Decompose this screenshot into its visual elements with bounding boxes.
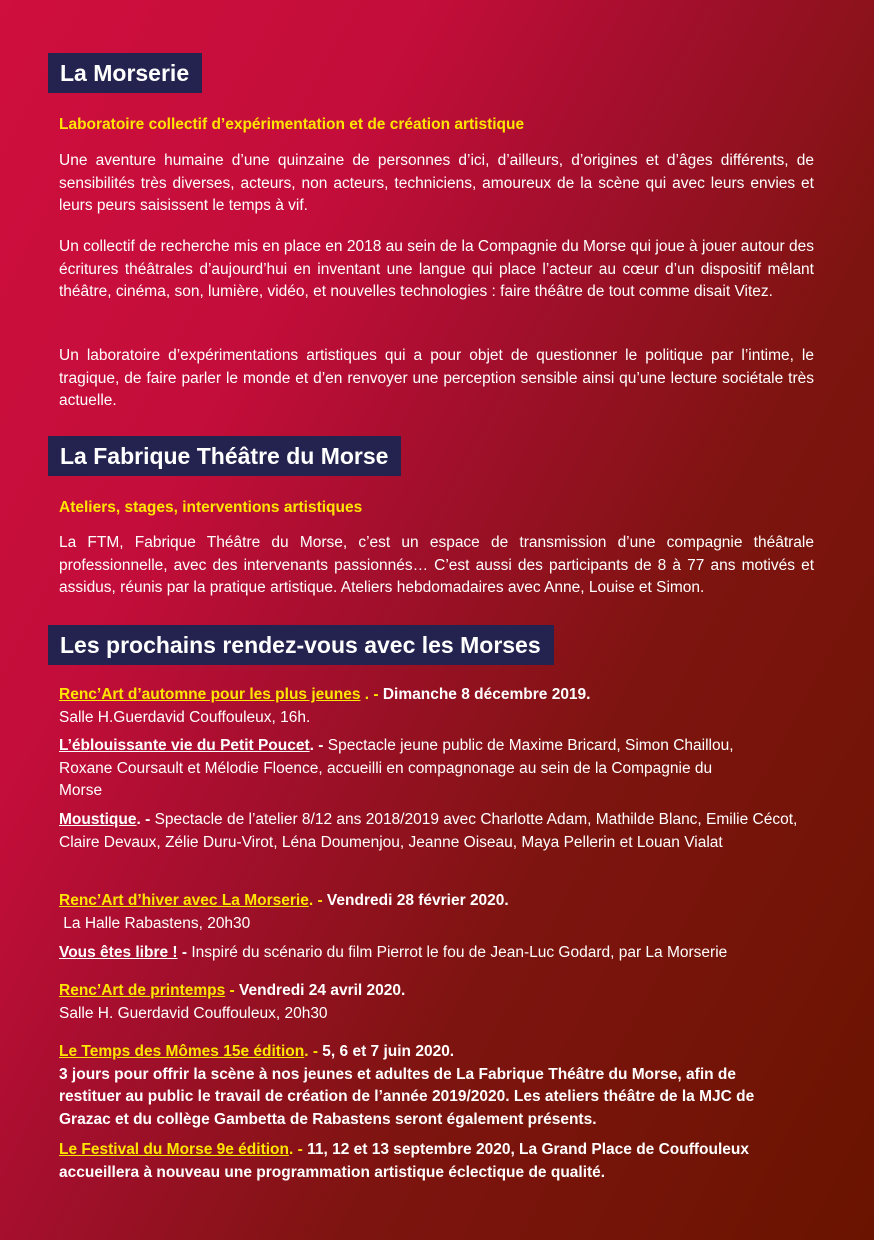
- event-item: [59, 1139, 829, 1184]
- event-separator: . -: [360, 686, 383, 703]
- section-subtitle-fabrique: Ateliers, stages, interventions artistiques: [59, 499, 363, 516]
- event-details: Spectacle jeune public de Maxime Bricard, Simon Chaillou, Roxane Coursault et Mélodie Floence, accueilli en compagnonage au sein de la Compagnie du Morse: [59, 737, 734, 799]
- event-details: Salle H.Guerdavid Couffouleux, 16h.: [59, 708, 311, 726]
- event-title-link[interactable]: Le Temps des Mômes 15e édition: [59, 1043, 305, 1060]
- event-item: [59, 735, 739, 803]
- event-details: Spectacle de l’atelier 8/12 ans 2018/2019 avec Charlotte Adam, Mathilde Blanc, Emilie Cécot, Claire Devaux, Zélie Duru-Virot, Léna Doumenjou, Jeanne Oiseau, Maya Pellerin et Louan Vialat: [59, 811, 798, 851]
- event-date: Dimanche 8 décembre 2019.: [382, 686, 591, 703]
- event-title-link[interactable]: Renc’Art d’hiver avec La Morserie: [59, 892, 309, 909]
- event-title-link[interactable]: Renc’Art de printemps: [59, 982, 226, 999]
- event-item: [59, 1041, 799, 1131]
- paragraph: Une aventure humaine d’une quinzaine de personnes d’ici, d’ailleurs, d’origines et d’âges différents, de sensibilités très diverses, acteurs, non acteurs, techniciens, amoureux de la scène qui avec leurs envies et leurs peurs saisissent le temps à vif.: [59, 152, 814, 214]
- event-separator: . -: [136, 811, 155, 828]
- event-title-link[interactable]: Le Festival du Morse 9e édition: [59, 1141, 289, 1158]
- event-date: Vendredi 28 février 2020.: [326, 892, 509, 909]
- section-heading-morserie: La Morserie: [48, 53, 202, 93]
- section-heading-rendez-vous: Les prochains rendez-vous avec les Morses: [48, 625, 554, 665]
- paragraph: Un collectif de recherche mis en place en 2018 au sein de la Compagnie du Morse qui joue à jouer autour des écritures théâtrales d’aujourd’hui en inventant une langue qui place l’acteur au cœur d’un dispositif mêlant théâtre, cinéma, son, lumière, vidéo, et nouvelles technologies : faire théâtre de tout comme disait Vitez.: [59, 238, 814, 300]
- event-details: accueillera à nouveau une programmation artistique éclectique de qualité.: [59, 1163, 606, 1181]
- paragraph: Un laboratoire d’expérimentations artistiques qui a pour objet de questionner le politique par l’intime, le tragique, de faire parler le monde et d’en renvoyer une perception sensible ainsi qu’une lecture sociétale très actuelle.: [59, 347, 814, 409]
- event-item: [59, 942, 829, 965]
- event-item: [59, 890, 829, 935]
- event-date: 11, 12 et 13 septembre 2020, La Grand Place de Couffouleux: [307, 1141, 750, 1158]
- event-item: [59, 980, 829, 1025]
- event-title-link[interactable]: Vous êtes libre !: [59, 944, 178, 961]
- event-separator: -: [177, 944, 192, 961]
- event-item: [59, 684, 829, 729]
- event-date: 5, 6 et 7 juin 2020.: [322, 1043, 455, 1060]
- event-separator: . -: [309, 737, 328, 754]
- section-subtitle-morserie: Laboratoire collectif d’expérimentation et de création artistique: [59, 116, 525, 133]
- event-title-link[interactable]: Renc’Art d’automne pour les plus jeunes: [59, 686, 361, 703]
- event-separator: . -: [308, 892, 327, 909]
- event-separator: -: [225, 982, 240, 999]
- section-heading-fabrique: La Fabrique Théâtre du Morse: [48, 436, 401, 476]
- event-date: Vendredi 24 avril 2020.: [239, 982, 406, 999]
- event-details: 3 jours pour offrir la scène à nos jeunes et adultes de La Fabrique Théâtre du Morse, afin de restituer au public le travail de création de l’année 2019/2020. Les ateliers théâtre de la MJC de Grazac et du collège Gambetta de Rabastens seront également présents.: [59, 1065, 755, 1128]
- event-details: Salle H. Guerdavid Couffouleux, 20h30: [59, 1004, 328, 1022]
- paragraph: La FTM, Fabrique Théâtre du Morse, c’est un espace de transmission d’une compagnie théâtrale professionnelle, avec des intervenants passionnés… C’est aussi des participants de 8 à 77 ans motivés et assidus, réunis par la pratique artistique. Ateliers hebdomadaires avec Anne, Louise et Simon.: [59, 534, 814, 596]
- event-separator: . -: [304, 1043, 323, 1060]
- event-title-link[interactable]: Moustique: [59, 811, 137, 828]
- event-item: [59, 809, 819, 854]
- event-details: Inspiré du scénario du film Pierrot le fou de Jean-Luc Godard, par La Morserie: [191, 944, 728, 961]
- event-title-link[interactable]: L’éblouissante vie du Petit Poucet: [59, 737, 310, 754]
- event-separator: . -: [288, 1141, 308, 1158]
- event-details: La Halle Rabastens, 20h30: [59, 914, 251, 932]
